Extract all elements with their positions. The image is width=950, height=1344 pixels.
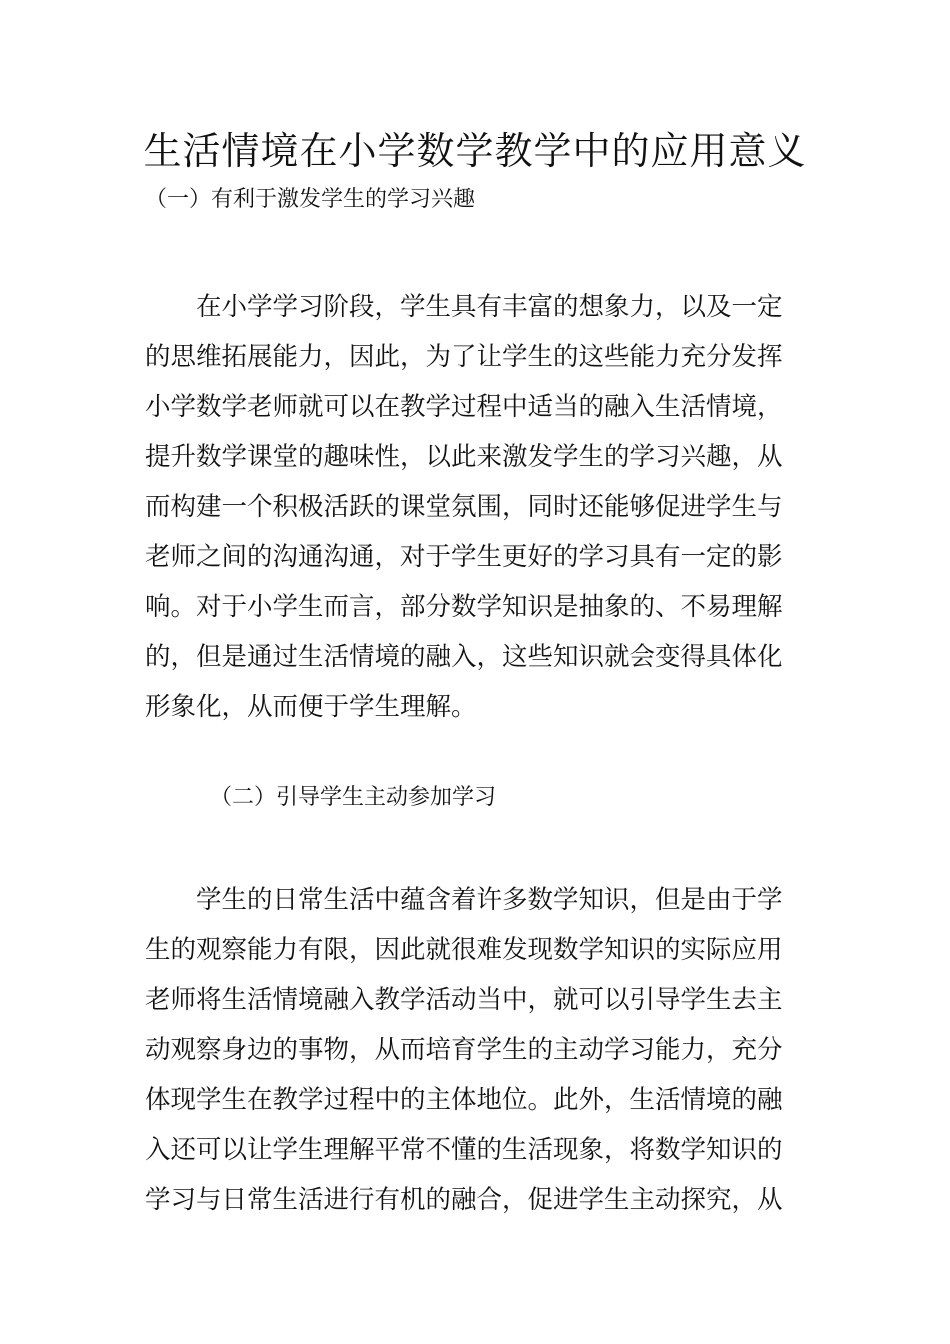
paragraph-line: 生的观察能力有限，因此就很难发现数学知识的实际应用: [145, 935, 783, 965]
paragraph-line: 入还可以让学生理解平常不懂的生活现象，将数学知识的: [145, 1135, 783, 1165]
paragraph-line: 动观察身边的事物，从而培育学生的主动学习能力，充分: [145, 1035, 783, 1065]
section-heading-1: （一）有利于激发学生的学习兴趣: [145, 187, 476, 212]
paragraph-line: 形象化，从而便于学生理解。: [145, 692, 477, 722]
paragraph-line: 的，但是通过生活情境的融入，这些知识就会变得具体化: [145, 642, 783, 672]
document-title: 生活情境在小学数学教学中的应用意义: [143, 129, 807, 173]
paragraph-line: 学生的日常生活中蕴含着许多数学知识，但是由于学: [145, 885, 783, 915]
paragraph-line: 小学数学老师就可以在教学过程中适当的融入生活情境，: [145, 392, 783, 422]
section-paragraph-1: [145, 282, 805, 732]
paragraph-line: 老师之间的沟通沟通，对于学生更好的学习具有一定的影: [145, 542, 783, 572]
paragraph-line: 体现学生在教学过程中的主体地位。此外，生活情境的融: [145, 1085, 783, 1115]
paragraph-line: 老师将生活情境融入教学活动当中，就可以引导学生去主: [145, 985, 783, 1015]
section-paragraph-2: [145, 875, 805, 1225]
paragraph-line: 学习与日常生活进行有机的融合，促进学生主动探究，从: [145, 1185, 783, 1215]
paragraph-line: 响。对于小学生而言，部分数学知识是抽象的、不易理解: [145, 592, 783, 622]
paragraph-line: 提升数学课堂的趣味性，以此来激发学生的学习兴趣，从: [145, 442, 783, 472]
paragraph-line: 的思维拓展能力，因此，为了让学生的这些能力充分发挥: [145, 342, 783, 372]
paragraph-line: 在小学学习阶段，学生具有丰富的想象力，以及一定: [145, 292, 783, 322]
paragraph-line: 而构建一个积极活跃的课堂氛围，同时还能够促进学生与: [145, 492, 783, 522]
section-heading-2: （二）引导学生主动参加学习: [210, 785, 497, 810]
